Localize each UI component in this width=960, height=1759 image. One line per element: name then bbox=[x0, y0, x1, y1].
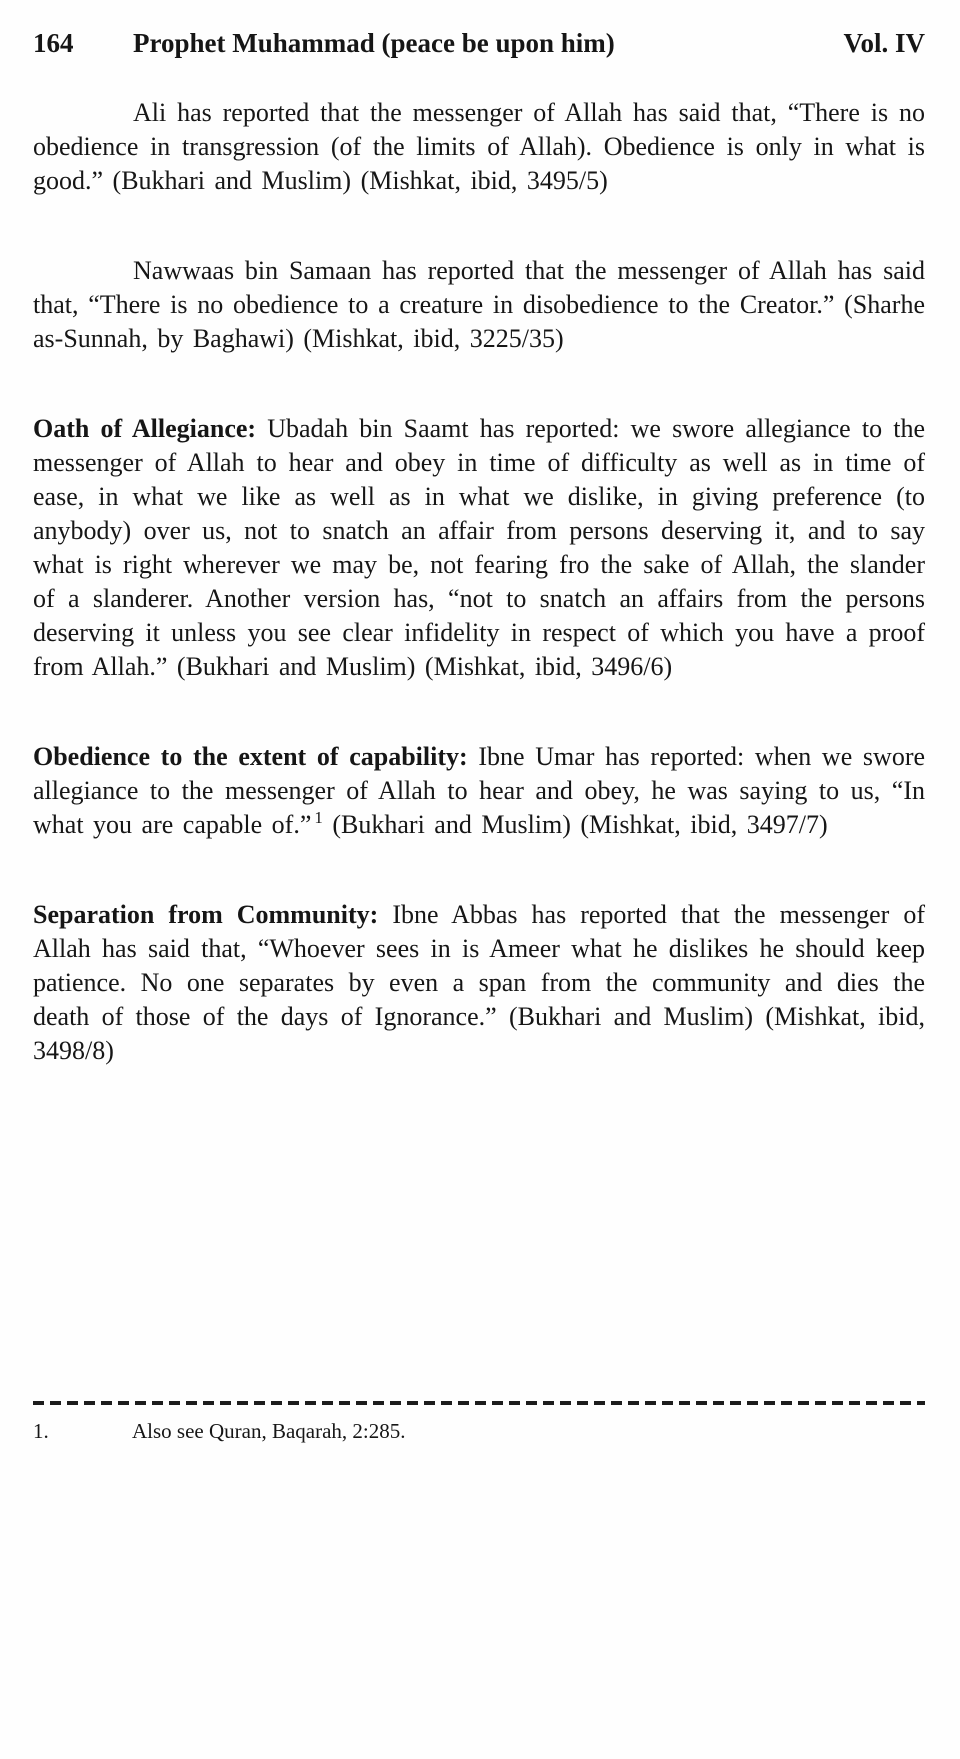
section-heading-obedience: Obedience to the extent of capability: bbox=[33, 742, 468, 771]
paragraph-text: Ibne Abbas has reported that the messenger of Allah has said that, “Whoever sees in is Ameer what he dislikes he should keep patience. No one separates by even a span from the community and dies the death of those of the days of Ignorance.” (Bukhari and Muslim) (Mishkat, ibid, 3498/8) bbox=[33, 900, 926, 1065]
paragraph-text-after-ref: (Bukhari and Muslim) (Mishkat, ibid, 3497/7) bbox=[322, 810, 828, 839]
paragraph-hadith-obedience-transgression bbox=[33, 96, 925, 198]
page-number: 164 bbox=[33, 28, 74, 58]
paragraph-oath-of-allegiance bbox=[33, 412, 925, 684]
page-header bbox=[33, 26, 925, 60]
section-heading-separation: Separation from Community: bbox=[33, 900, 379, 929]
paragraph-text: Nawwaas bin Samaan has reported that the messenger of Allah has said that, “There is no obedience to a creature in disobedience to the Creator.” (Sharhe as-Sunnah, by Baghawi) (Mishkat, ibid, 3225/35) bbox=[33, 256, 925, 353]
footnote-marker: 1. bbox=[33, 1419, 49, 1443]
paragraph-text: Ubadah bin Saamt has reported: we swore allegiance to the messenger of Allah to hear and obey in time of difficulty as well as in time of ease, in what we like as well as in what we dislike, in giving preference (to anybody) over us, not to snatch an affair from persons deserving it, and to say what is right wherever we may be, not fearing fro the sake of Allah, the slander of a slanderer. Another version has, “not to snatch an affairs from the persons deserving it unless you see clear infidelity in respect of which you have a proof from Allah.” (Bukhari and Muslim) (Mishkat, ibid, 3496/6) bbox=[33, 414, 925, 681]
footnote bbox=[33, 1418, 925, 1444]
paragraph-text: Ibne Umar has reported: when we swore allegiance to the messenger of Allah to hear and obey, he was saying to us, “In what you are capable of.” bbox=[33, 742, 926, 839]
book-title: Prophet Muhammad (peace be upon him) bbox=[133, 28, 615, 58]
footnote-text: Also see Quran, Baqarah, 2:285. bbox=[132, 1419, 406, 1443]
paragraph-obedience-capability bbox=[33, 740, 925, 842]
paragraph-text: Ali has reported that the messenger of Allah has said that, “There is no obedience in transgression (of the limits of Allah). Obedience is only in what is good.” (Bukhari and Muslim) (Mishkat, ibid, 3495/5) bbox=[33, 98, 925, 195]
footnote-ref-superscript: 1 bbox=[314, 808, 323, 828]
footnote-separator-dashed-line bbox=[33, 1401, 925, 1405]
paragraph-separation-community bbox=[33, 898, 925, 1068]
paragraph-hadith-obedience-creature bbox=[33, 254, 925, 356]
footnote-section bbox=[33, 1401, 925, 1444]
section-heading-oath: Oath of Allegiance: bbox=[33, 414, 257, 443]
volume-label: Vol. IV bbox=[843, 28, 925, 58]
